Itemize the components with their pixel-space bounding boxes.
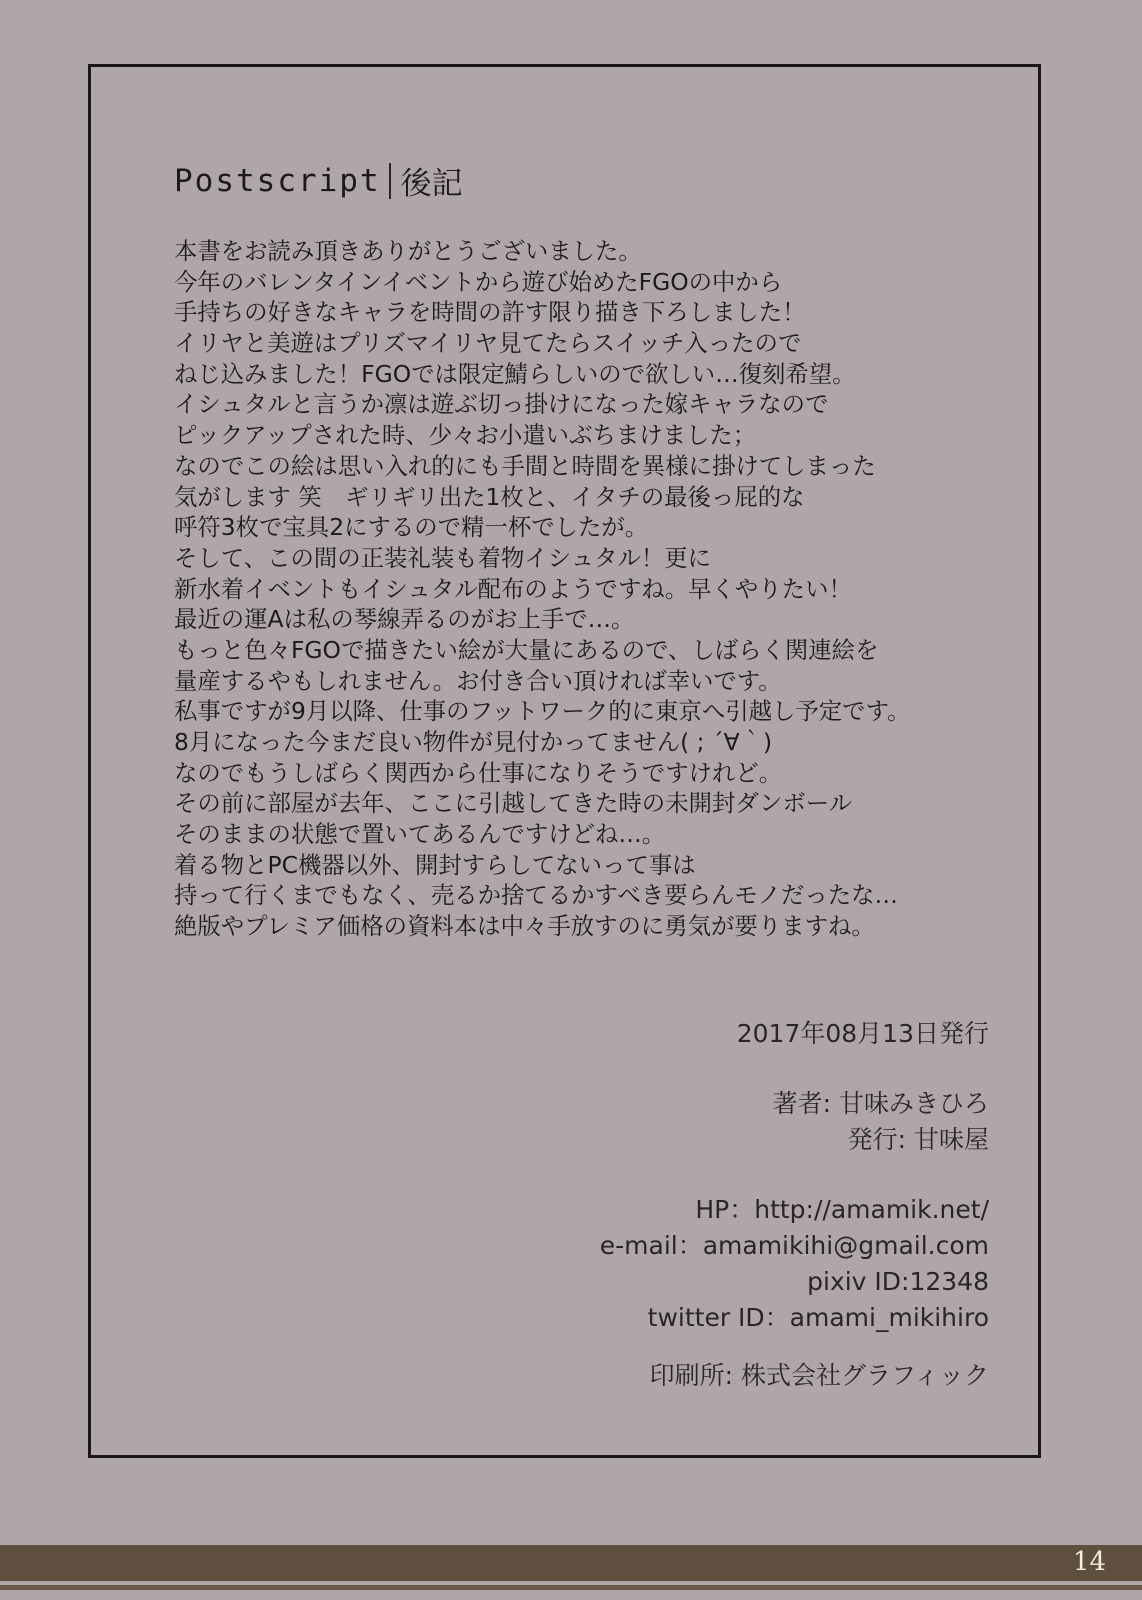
- body-line: ピックアップされた時、少々お小遣いぶちまけました；: [174, 421, 757, 450]
- twitter-id: twitter ID：amami_mikihiro: [647, 1303, 989, 1332]
- body-line: そのままの状態で置いてあるんですけどね…。: [174, 820, 666, 849]
- body-line: 本書をお読み頂きありがとうございました。: [174, 237, 642, 265]
- body-line: イリヤと美遊はプリズマイリヤ見てたらスイッチ入ったので: [174, 329, 802, 358]
- body-line: 気がします 笑 ギリギリ出た1枚と、イタチの最後っ屁的な: [174, 482, 805, 511]
- page-number: 14: [1072, 1547, 1106, 1577]
- body-line: もっと色々FGOで描きたい絵が大量にあるので、しばらく関連絵を: [174, 635, 879, 664]
- author-credit: 著者: 甘味みきひろ: [772, 1089, 989, 1118]
- colophon-printer: [650, 1358, 989, 1394]
- body-line: そして、この間の正装礼装も着物イシュタル！更に: [174, 543, 712, 572]
- body-line: その前に部屋が去年、ここに引越してきた時の未開封ダンボール: [174, 789, 853, 818]
- body-line: ねじ込みました！FGOでは限定鯖らしいので欲しい…復刻希望。: [174, 359, 856, 388]
- body-line: イシュタルと言うか凛は遊ぶ切っ掛けになった嫁キャラなので: [174, 390, 829, 419]
- body-line: 8月になった今まだ良い物件が見付かってません( ; ´∀｀): [174, 728, 773, 756]
- body-line: 新水着イベントもイシュタル配布のようですね。早くやりたい！: [174, 574, 852, 603]
- postscript-body: [174, 236, 1034, 942]
- body-line: 呼符3枚で宝具2にするので精一杯でしたが。: [174, 513, 649, 542]
- homepage-url: HP：http://amamik.net/: [695, 1195, 989, 1224]
- body-line: 最近の運Aは私の琴線弄るのがお上手で…。: [174, 605, 635, 634]
- heading-divider: [389, 163, 391, 199]
- body-line: 絶版やプレミア価格の資料本は中々手放すのに勇気が要りますね。: [174, 912, 875, 941]
- printer-credit: 印刷所: 株式会社グラフィック: [649, 1361, 989, 1390]
- body-line: 持って行くまでもなく、売るか捨てるかすべき要らんモノだったな…: [174, 881, 898, 910]
- footer-bar: [0, 1545, 1142, 1581]
- heading-japanese: 後記: [400, 166, 463, 202]
- email-address: e-mail：amamikihi@gmail.com: [599, 1231, 989, 1260]
- colophon-contacts: [600, 1192, 989, 1336]
- colophon-credits: [773, 1086, 989, 1158]
- body-line: 私事ですが9月以降、仕事のフットワーク的に東京へ引越し予定です。: [174, 697, 911, 726]
- publisher-credit: 発行: 甘味屋: [847, 1125, 989, 1154]
- page-heading: [174, 158, 463, 203]
- pixiv-id: pixiv ID:12348: [807, 1267, 989, 1296]
- footer-rule: [0, 1585, 1142, 1590]
- body-line: 手持ちの好きなキャラを時間の許す限り描き下ろしました！: [174, 298, 806, 327]
- body-line: 今年のバレンタインイベントから遊び始めたFGOの中から: [174, 267, 783, 296]
- body-line: 着る物とPC機器以外、開封すらしてないって事は: [174, 850, 696, 879]
- body-line: なのでもうしばらく関西から仕事になりそうですけれど。: [174, 758, 783, 787]
- colophon-date-block: [737, 1016, 989, 1052]
- body-line: なのでこの絵は思い入れ的にも手間と時間を異様に掛けてしまった: [174, 451, 876, 480]
- heading-english: Postscript: [174, 162, 381, 199]
- publication-date: 2017年08月13日発行: [736, 1019, 989, 1048]
- body-line: 量産するやもしれません。お付き合い頂ければ幸いです。: [174, 666, 782, 695]
